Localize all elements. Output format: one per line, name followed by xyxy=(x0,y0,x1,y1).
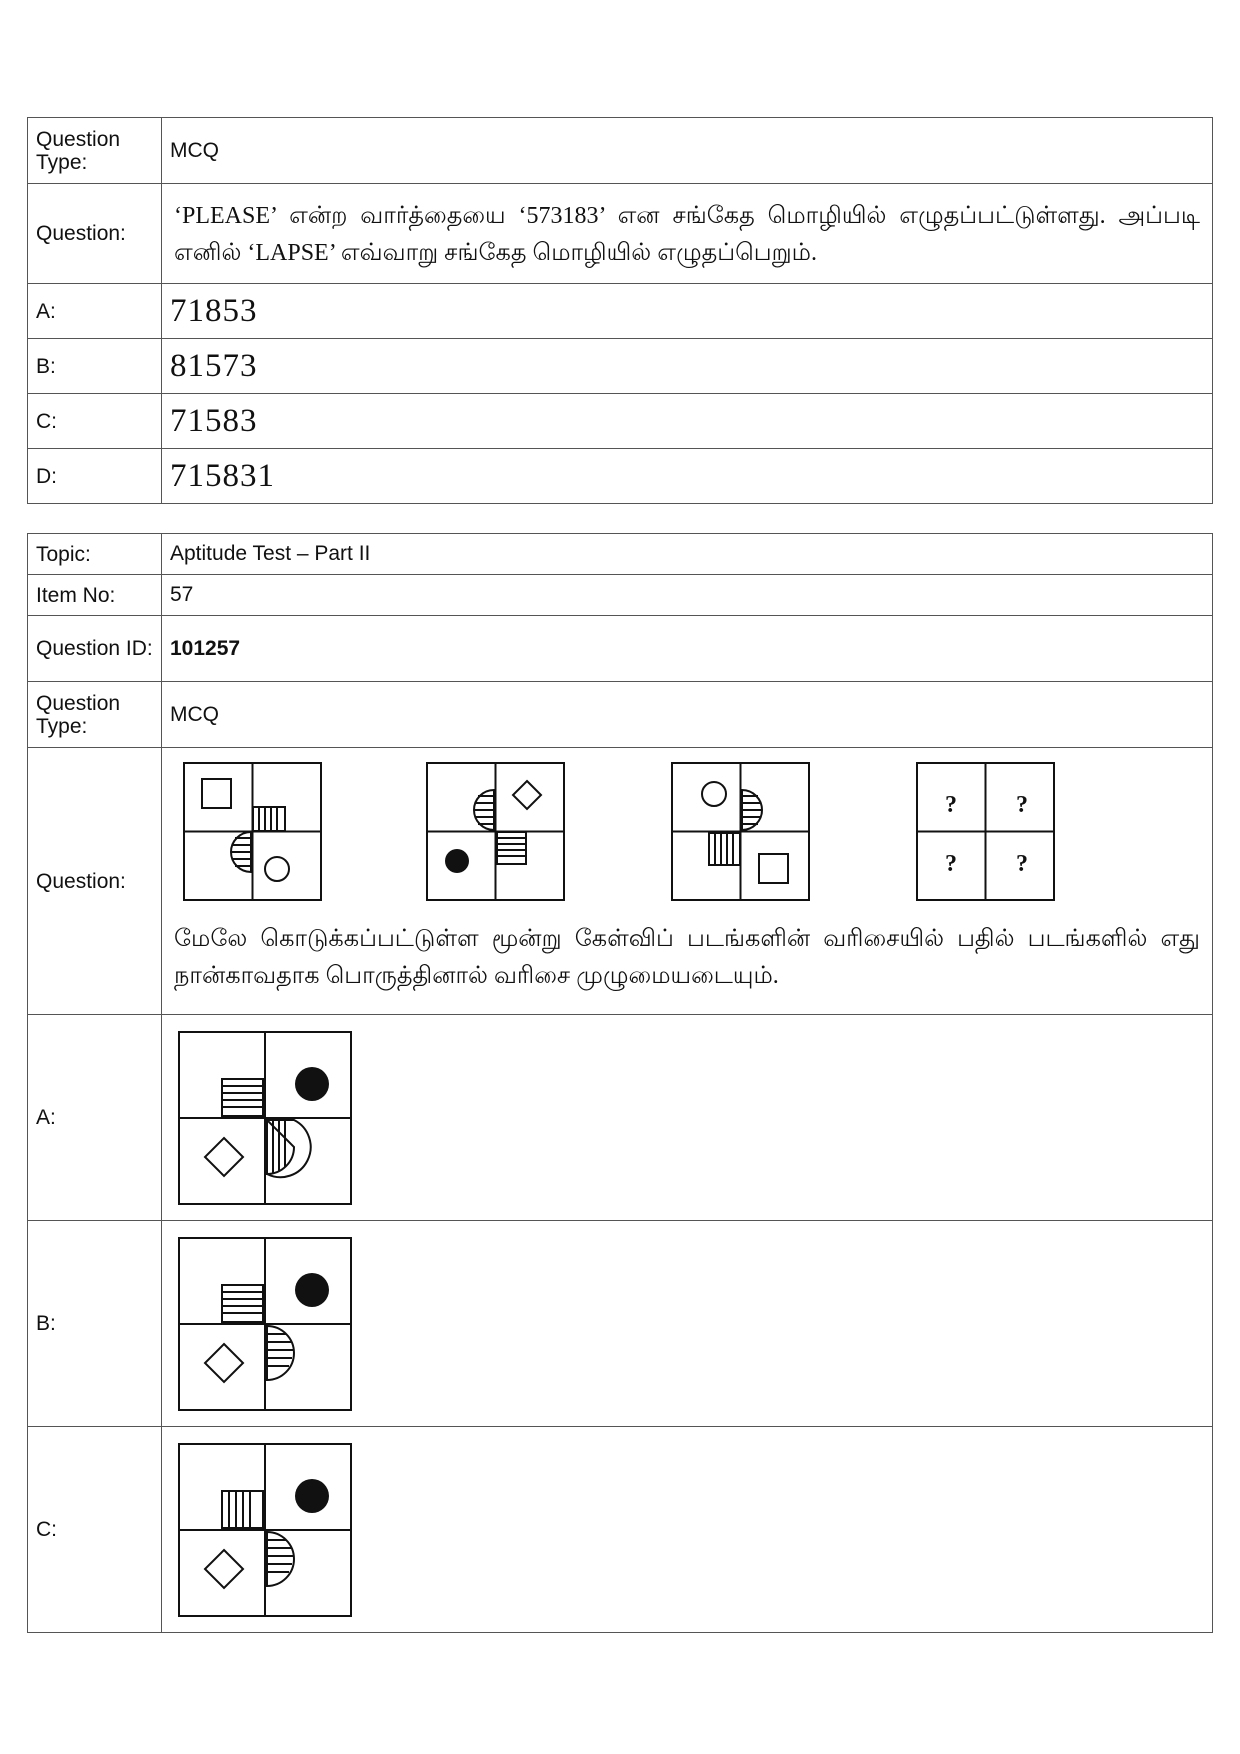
option-b-label: B: xyxy=(28,339,162,394)
question-type-label: Question Type: xyxy=(28,118,162,184)
question-cell xyxy=(162,184,1213,284)
question-table-2 xyxy=(27,533,1213,1633)
question-mark: ? xyxy=(945,851,957,877)
question-text: மேலே கொடுக்கப்பட்டுள்ள மூன்று கேள்விப் படங்களின் வரிசையில் பதில் படங்களில் எது நான்காவதாக பொருத்தினால் வரிசை முழுமையடையும். xyxy=(174,926,1200,989)
item-no-label: Item No: xyxy=(28,575,162,616)
option-c-label: C: xyxy=(28,1427,162,1633)
option-a-value[interactable]: 71853 xyxy=(162,284,1213,339)
question-type-value: MCQ xyxy=(162,682,1213,748)
option-d-value[interactable]: 715831 xyxy=(162,449,1213,504)
option-d-label: D: xyxy=(28,449,162,504)
question-type-value: MCQ xyxy=(162,118,1213,184)
option-c-figure-cell[interactable] xyxy=(162,1427,1213,1633)
question-text: ‘PLEASE’ என்ற வார்த்தையை ‘573183’ என சங்கேத மொழியில் எழுதப்பட்டுள்ளது. அப்படி எனில் ‘LAPSE’ எவ்வாறு சங்கேத மொழியில் எழுதப்பெறும். xyxy=(174,202,1200,266)
option-b-figure xyxy=(178,1237,352,1411)
question-table-1 xyxy=(27,117,1213,504)
question-mark: ? xyxy=(1016,851,1028,877)
question-type-label: Question Type: xyxy=(28,682,162,748)
question-label: Question: xyxy=(28,184,162,284)
question-cell xyxy=(162,748,1213,1015)
question-figure-unknown xyxy=(916,762,1055,901)
option-b-figure-cell[interactable] xyxy=(162,1221,1213,1427)
question-figure-1 xyxy=(183,762,322,901)
question-figure-3 xyxy=(671,762,810,901)
option-b-value[interactable]: 81573 xyxy=(162,339,1213,394)
topic-value: Aptitude Test – Part II xyxy=(162,534,1213,575)
option-a-label: A: xyxy=(28,1015,162,1221)
question-mark: ? xyxy=(1016,792,1028,818)
question-id-label: Question ID: xyxy=(28,616,162,682)
option-a-label: A: xyxy=(28,284,162,339)
option-c-figure xyxy=(178,1443,352,1617)
topic-label: Topic: xyxy=(28,534,162,575)
question-figures xyxy=(170,748,1204,901)
question-id-value: 101257 xyxy=(162,616,1213,682)
question-mark: ? xyxy=(945,792,957,818)
question-figure-2 xyxy=(426,762,565,901)
item-no-value: 57 xyxy=(162,575,1213,616)
option-c-label: C: xyxy=(28,394,162,449)
option-c-value[interactable]: 71583 xyxy=(162,394,1213,449)
option-a-figure xyxy=(178,1031,352,1205)
question-label: Question: xyxy=(28,748,162,1015)
option-a-figure-cell[interactable] xyxy=(162,1015,1213,1221)
option-b-label: B: xyxy=(28,1221,162,1427)
